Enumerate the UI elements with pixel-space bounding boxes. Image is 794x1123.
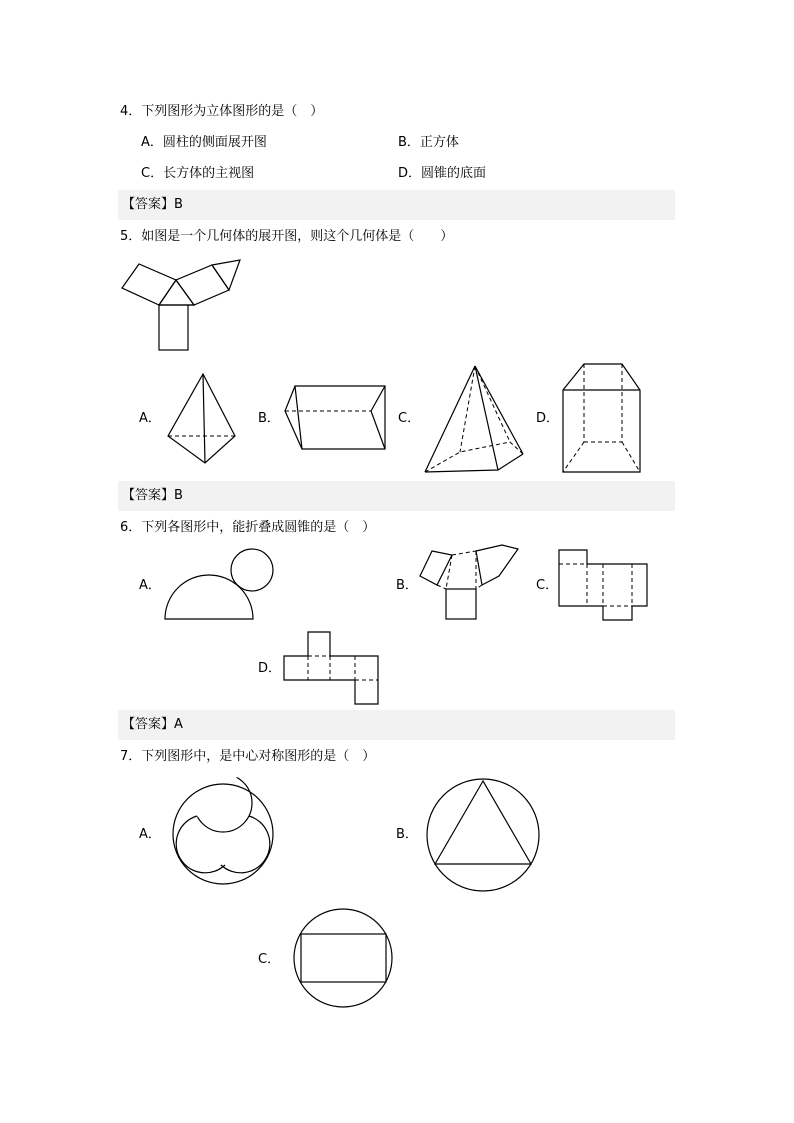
answer-label: 【答案】 (122, 488, 175, 503)
question-6-stem: 6．下列各图形中，能折叠成圆锥的是（ ） (120, 520, 376, 535)
option-b-prism-net (416, 545, 526, 625)
question-4-option-a: A．圆柱的侧面展开图 (141, 135, 267, 150)
question-6-answer-box (118, 710, 675, 740)
question-5-stem: 5．如图是一个几何体的展开图，则这个几何体是（ ） (120, 229, 454, 244)
question-5-option-a: A． (139, 411, 161, 426)
option-a-circle-with-arcs (170, 781, 276, 887)
option-d-prism (558, 360, 648, 475)
net-center-triangle (159, 280, 194, 305)
answer-label: 【答案】 (122, 197, 175, 212)
question-4-option-d: D．圆锥的底面 (398, 166, 487, 181)
question-7-option-b: B． (396, 827, 418, 842)
question-6-option-c: C． (536, 578, 559, 593)
net-left-rectangle (122, 264, 176, 305)
question-4-option-c: C．长方体的主视图 (141, 166, 255, 181)
question-5-answer-box (118, 481, 675, 511)
question-5-option-d: D． (536, 411, 560, 426)
answer-value: A (174, 717, 183, 732)
option-b-triangular-prism (282, 380, 392, 455)
question-4-stem: 4．下列图形为立体图形的是（ ） (120, 104, 324, 119)
option-c-circle-with-rectangle (292, 907, 396, 1011)
question-5-option-c: C． (398, 411, 421, 426)
answer-value: B (174, 488, 183, 503)
option-c-cuboid-net (556, 548, 652, 624)
option-a-cone-net (160, 546, 280, 626)
option-d-cube-net (282, 631, 382, 707)
question-6-option-d: D． (258, 661, 282, 676)
option-c-pentagonal-pyramid (420, 362, 530, 477)
answer-label: 【答案】 (122, 717, 175, 732)
question-6-option-a: A． (139, 578, 161, 593)
question-6-option-b: B． (396, 578, 418, 593)
net-bottom-rectangle (159, 305, 188, 350)
question-7-option-a: A． (139, 827, 161, 842)
net-right-rectangle (176, 265, 229, 305)
answer-value: B (174, 197, 183, 212)
question-5-option-b: B． (258, 411, 280, 426)
triangular-prism-net-figure (118, 255, 248, 355)
question-4-answer-box (118, 190, 675, 220)
option-b-circle-with-triangle (424, 778, 544, 894)
net-end-triangle (212, 260, 240, 290)
option-a-triangular-bipyramid (160, 370, 240, 470)
question-7-option-c: C． (258, 952, 281, 967)
question-4-option-b: B．正方体 (398, 135, 459, 150)
question-7-stem: 7．下列图形中，是中心对称图形的是（ ） (120, 749, 376, 764)
